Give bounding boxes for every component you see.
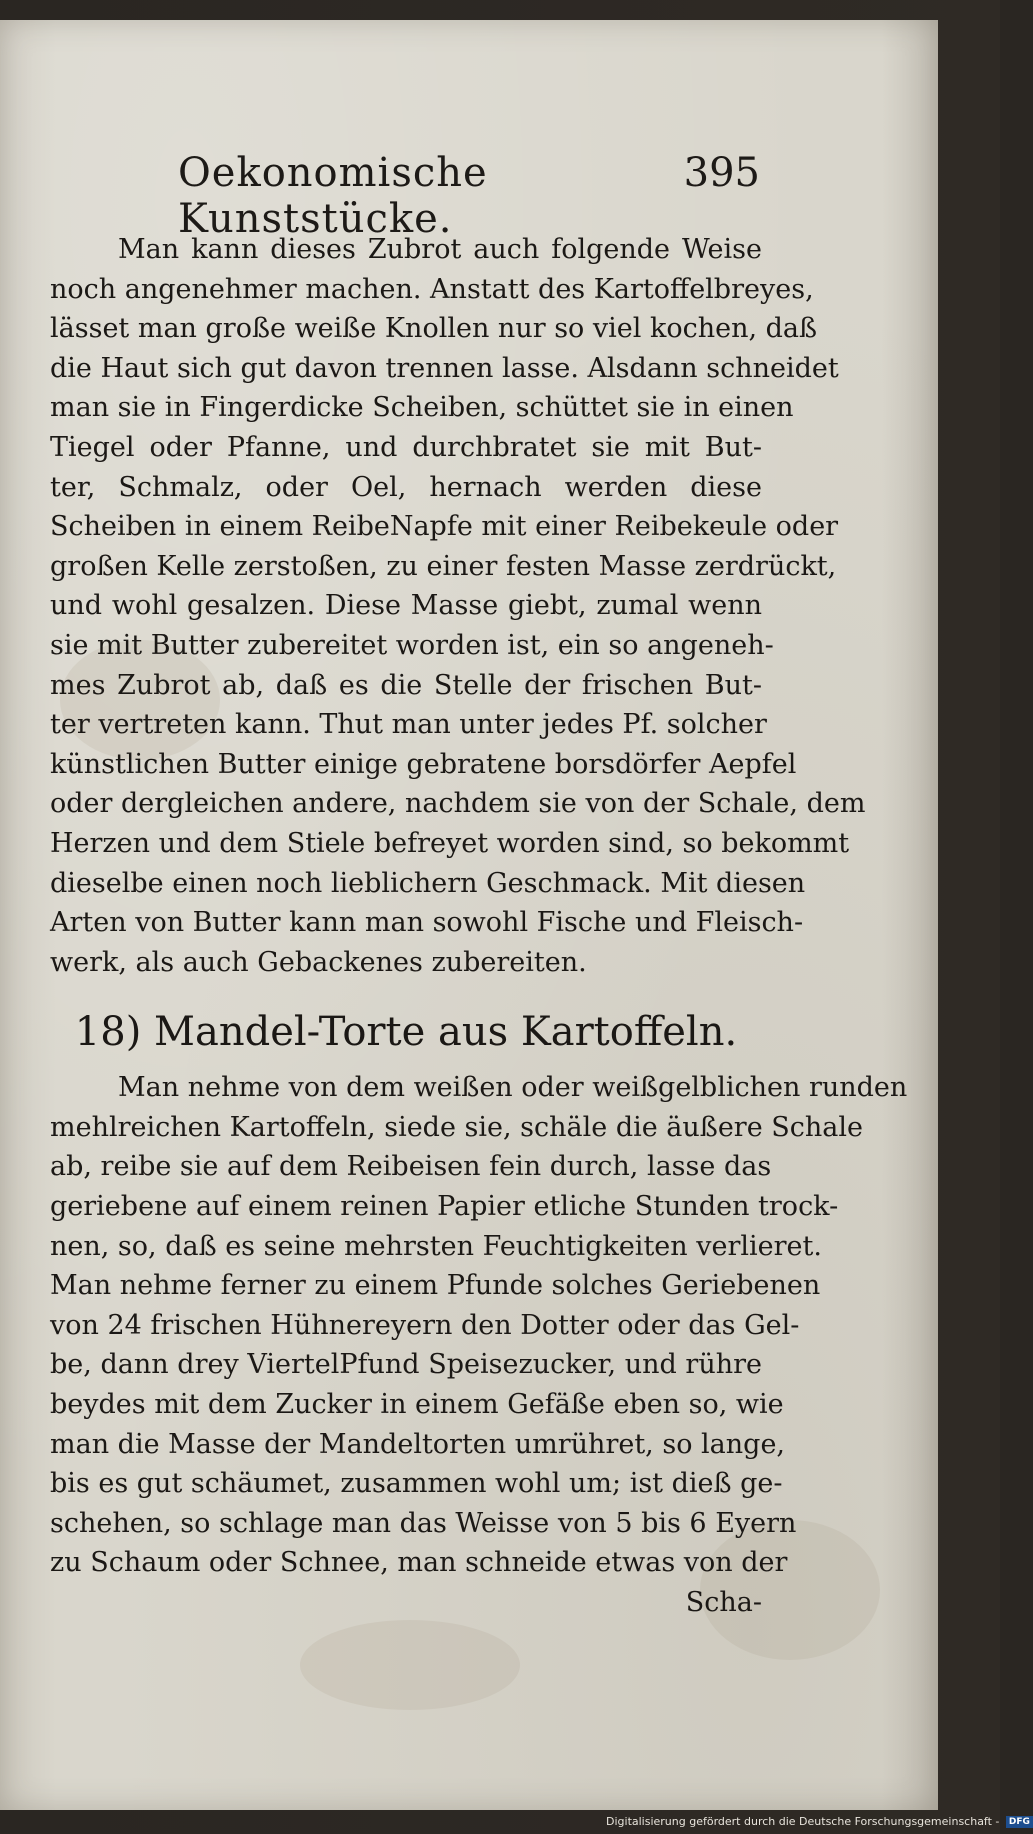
text-line: die Haut sich gut davon trennen lasse. Alsdann schneidet xyxy=(50,352,839,384)
text-line: lässet man große weiße Knollen nur so viel kochen, daß xyxy=(50,313,818,345)
text-line: mehlreichen Kartoffeln, siede sie, schäle die äußere Schale xyxy=(50,1111,863,1143)
text-line: werk, als auch Gebackenes zubereiten. xyxy=(50,946,587,978)
text-line: dieselbe einen noch lieblichern Geschmack. Mit diesen xyxy=(50,867,806,899)
text-line: mes Zubrot ab, daß es die Stelle der frischen But- xyxy=(50,669,762,701)
text-line: Scheiben in einem ReibeNapfe mit einer Reibekeule oder xyxy=(50,511,839,543)
digitization-credit xyxy=(606,1815,1033,1831)
text-line: zu Schaum oder Schnee, man schneide etwas von der xyxy=(50,1547,788,1579)
text-line: Man nehme ferner zu einem Pfunde solches Geriebenen xyxy=(50,1270,821,1302)
running-head: Oekonomische Kunststücke. xyxy=(178,150,488,242)
text-line: Tiegel oder Pfanne, und durchbratet sie mit But- xyxy=(50,431,762,463)
text-line: ab, reibe sie auf dem Reibeisen fein durch, lasse das xyxy=(50,1151,772,1183)
text-line: ter, Schmalz, oder Oel, hernach werden diese xyxy=(50,471,762,503)
text-line: man die Masse der Mandeltorten umrühret, so lange, xyxy=(50,1428,785,1460)
text-line: bis es gut schäumet, zusammen wohl um; ist dieß ge- xyxy=(50,1468,783,1500)
text-line: schehen, so schlage man das Weisse von 5 bis 6 Eyern xyxy=(50,1507,797,1539)
body-text xyxy=(50,230,908,1623)
paper-stain xyxy=(300,1620,520,1710)
text-line: Man kann dieses Zubrot auch folgende Weise xyxy=(118,234,762,265)
page-header xyxy=(178,150,760,242)
section-heading: 18) Mandel-Torte aus Kartoffeln. xyxy=(74,1009,738,1056)
text-line: künstlichen Butter einige gebratene borsdörfer Aepfel xyxy=(50,748,797,780)
text-line: Man nehme von dem weißen oder weißgelblichen runden xyxy=(118,1072,908,1104)
text-line: geriebene auf einem reinen Papier etliche Stunden trock- xyxy=(50,1191,839,1223)
text-line: nen, so, daß es seine mehrsten Feuchtigkeiten verlieret. xyxy=(50,1230,822,1262)
text-line: man sie in Fingerdicke Scheiben, schüttet sie in einen xyxy=(50,392,794,424)
text-line: und wohl gesalzen. Diese Masse giebt, zumal wenn xyxy=(50,590,762,622)
text-line: oder dergleichen andere, nachdem sie von der Schale, dem xyxy=(50,788,866,820)
credit-text: Digitalisierung gefördert durch die Deutsche Forschungsgemeinschaft - xyxy=(606,1815,1000,1828)
text-line: beydes mit dem Zucker in einem Gefäße eben so, wie xyxy=(50,1389,784,1421)
text-line: ter vertreten kann. Thut man unter jedes Pf. solcher xyxy=(50,709,767,741)
text-line: Arten von Butter kann man sowohl Fische und Fleisch- xyxy=(50,907,804,939)
text-line: sie mit Butter zubereitet worden ist, ein so angeneh- xyxy=(50,629,774,661)
text-line: noch angenehmer machen. Anstatt des Kartoffelbreyes, xyxy=(50,273,814,305)
dfg-logo-icon: DFG xyxy=(1006,1816,1033,1828)
text-line: Herzen und dem Stiele befreyet worden sind, so bekommt xyxy=(50,827,850,859)
text-line: großen Kelle zerstoßen, zu einer festen Masse zerdrückt, xyxy=(50,550,837,582)
book-page xyxy=(0,20,938,1810)
text-line: von 24 frischen Hühnereyern den Dotter oder das Gel- xyxy=(50,1309,800,1341)
catchword: Scha- xyxy=(685,1587,762,1618)
text-line: be, dann drey ViertelPfund Speisezucker, und rühre xyxy=(50,1349,762,1381)
page-number: 395 xyxy=(683,150,760,196)
